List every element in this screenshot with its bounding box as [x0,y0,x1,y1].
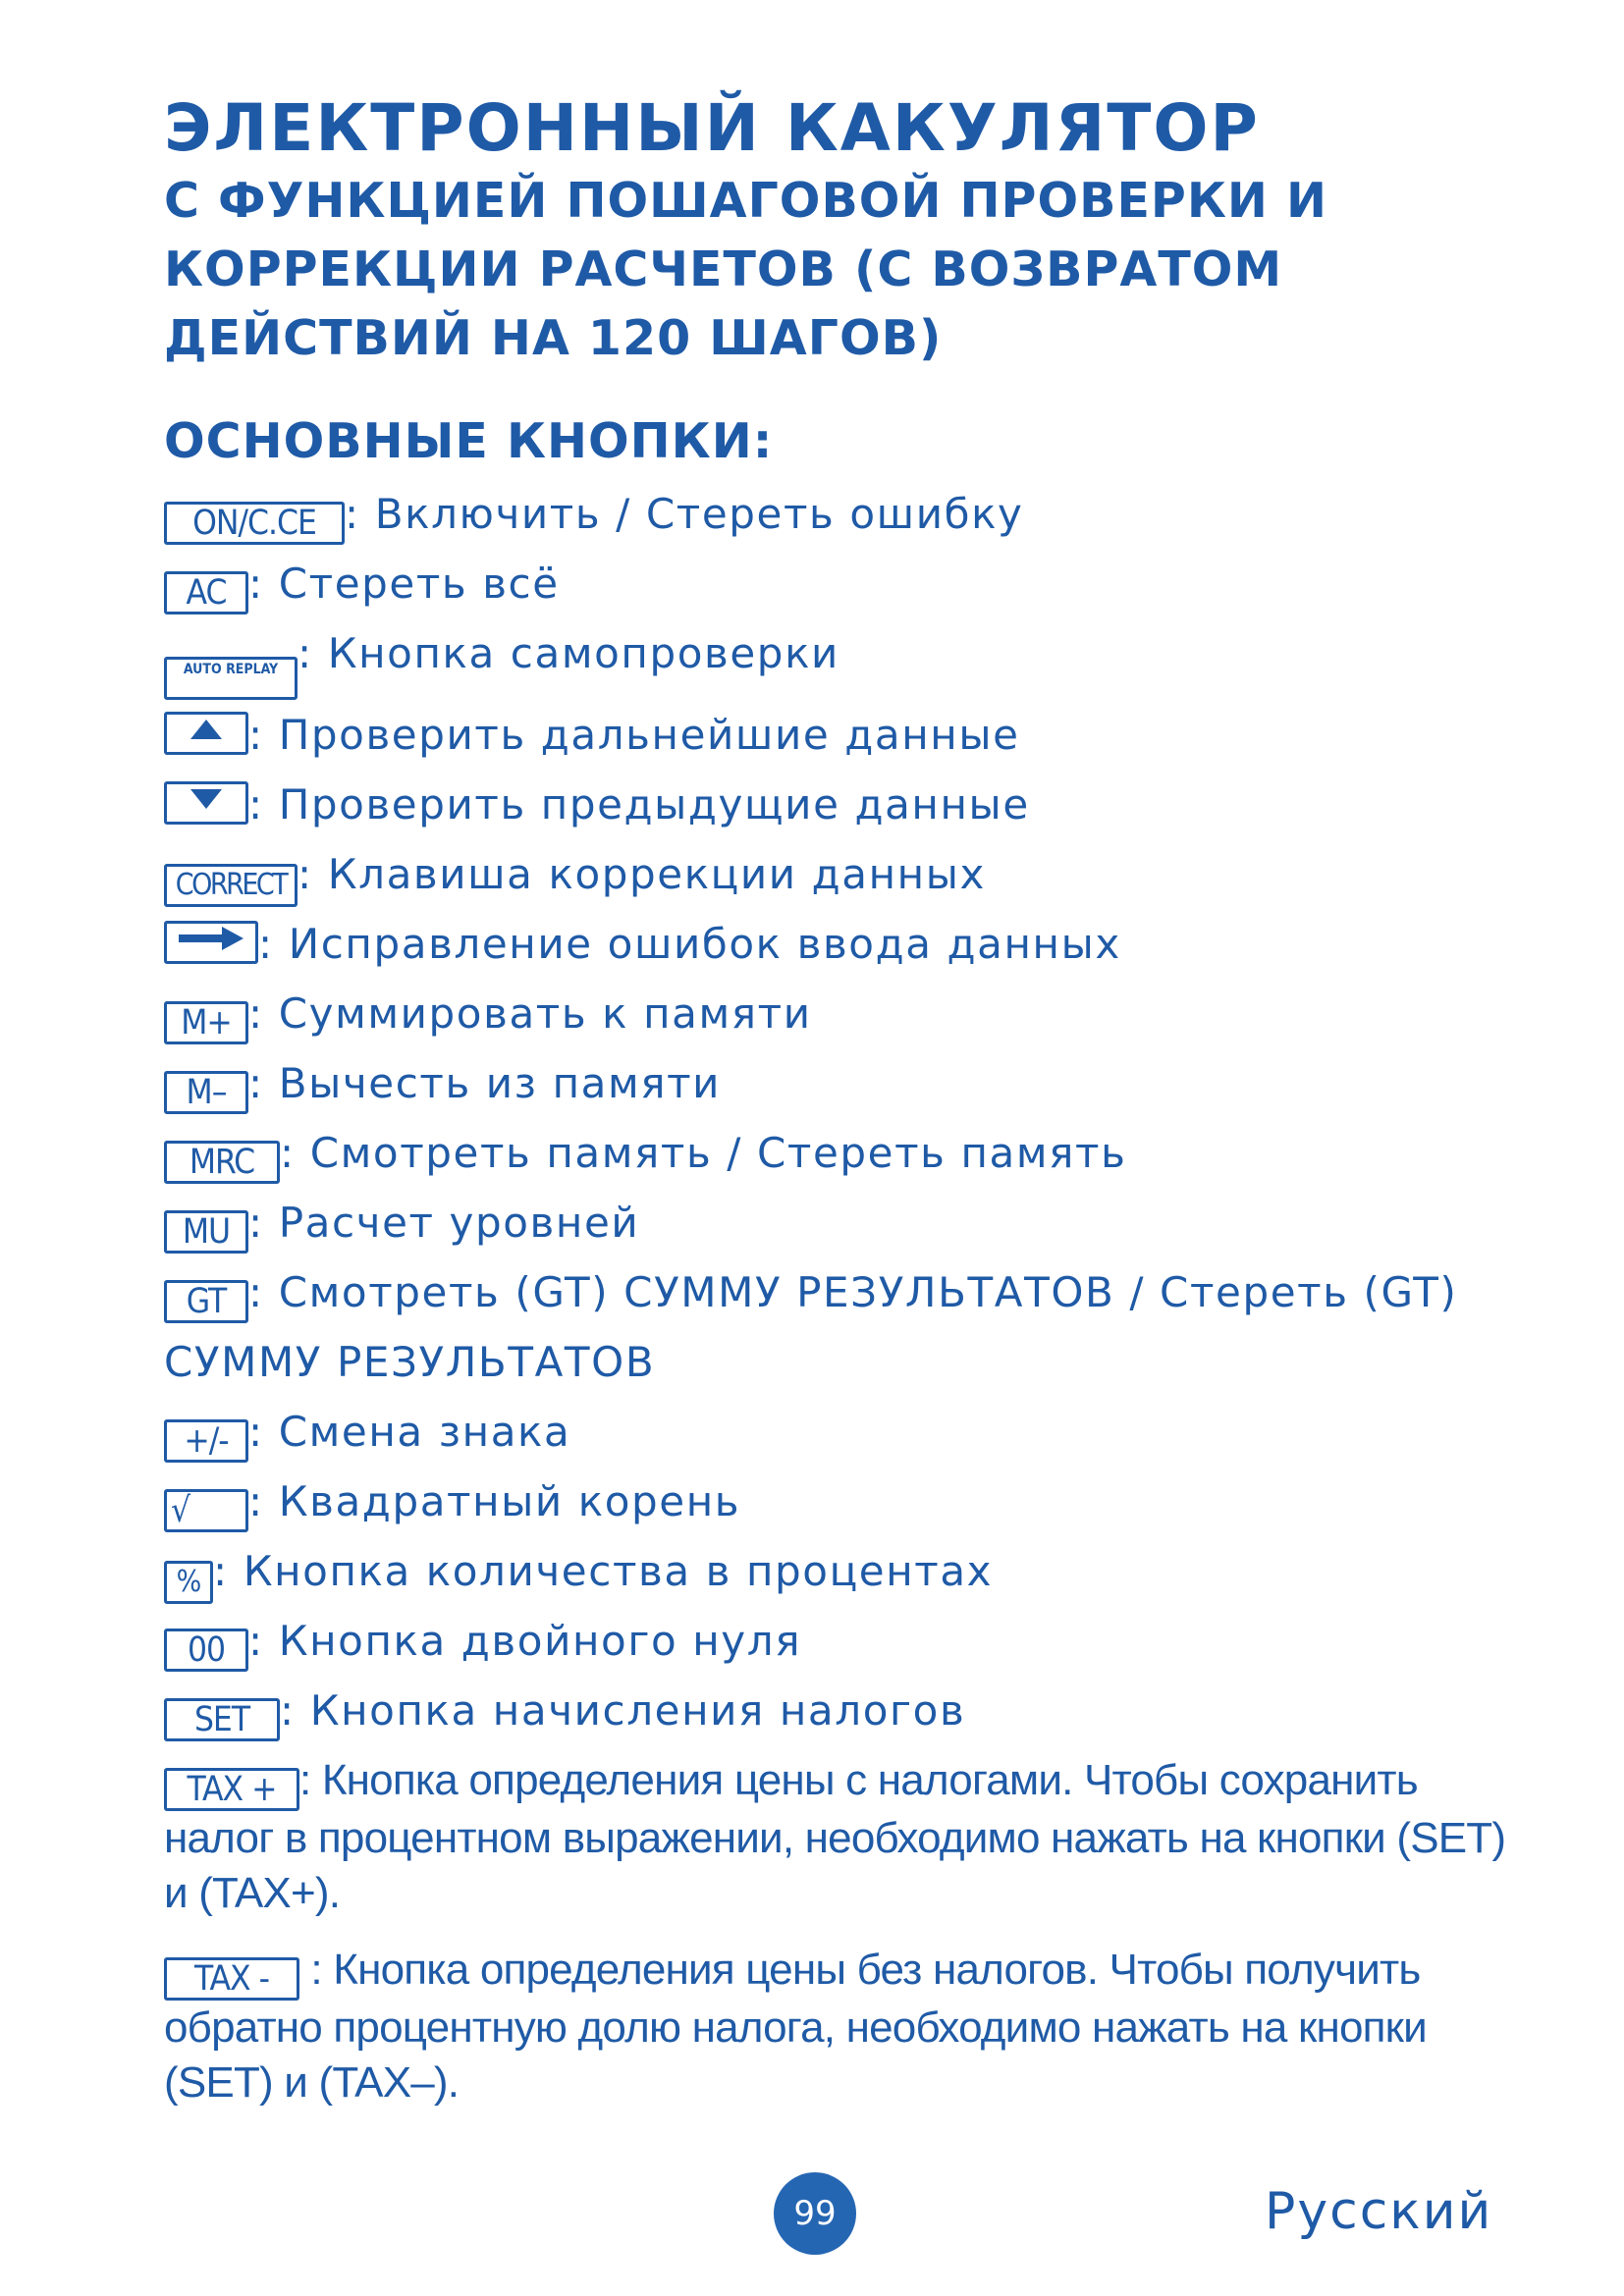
key-description: : Кнопка самопроверки [298,629,839,677]
on-cce-key-icon: ON/C.CE [164,502,345,545]
mrc-key-icon: MRC [164,1141,280,1184]
key-description: : Проверить дальнейшие данные [248,711,1020,759]
key-item-tax-minus [164,1943,1519,2110]
key-item-down [164,770,1519,839]
m-minus-key-icon: M– [164,1071,248,1114]
percent-key-icon: % [164,1561,213,1604]
key-description: : Смотреть (GT) СУММУ РЕЗУЛЬТАТОВ / Стереть (GT) СУММУ РЕЗУЛЬТАТОВ [164,1268,1458,1386]
key-description: : Смена знака [248,1408,571,1456]
auto-replay-key-icon: AUTO REPLAY [164,657,298,700]
key-item-sign [164,1397,1519,1467]
key-item-up [164,700,1519,770]
key-description: : Квадратный корень [248,1477,741,1525]
down-triangle-icon [164,781,248,825]
key-item-auto-replay [164,618,1519,700]
key-description: : Кнопка двойного нуля [248,1617,802,1665]
page-title: ЭЛЕКТРОННЫЙ КАКУЛЯТОР [164,90,1260,166]
key-description: : Клавиша коррекции данных [298,850,986,898]
mu-key-icon: MU [164,1210,248,1254]
gt-key-icon: GT [164,1280,248,1323]
key-description: : Кнопка количества в процентах [213,1547,994,1595]
section-heading: ОСНОВНЫЕ КНОПКИ: [164,413,774,469]
subtitle-line: КОРРЕКЦИИ РАСЧЕТОВ (С ВОЗВРАТОМ [164,241,1283,297]
key-item-mu [164,1188,1519,1257]
key-description: : Кнопка определения цены без налогов. Чтобы получить обратно процентную долю налога, необходимо нажать на кнопки (SET) и (TAX–). [164,1946,1427,2107]
key-description: : Исправление ошибок ввода данных [258,920,1121,968]
page-number-badge: 99 [774,2172,856,2255]
manual-page [164,90,1519,2110]
key-description: : Стереть всё [248,560,560,608]
square-root-key-icon: √ [164,1489,248,1532]
key-item-double-zero [164,1606,1519,1676]
key-description: : Расчет уровней [248,1199,640,1247]
key-description: : Вычесть из памяти [248,1059,722,1107]
key-description: : Проверить предыдущие данные [248,780,1030,828]
key-list [164,479,1519,2110]
m-plus-key-icon: M+ [164,1001,248,1044]
key-item-correct [164,839,1519,909]
key-item-gt [164,1257,1519,1397]
set-key-icon: SET [164,1698,280,1741]
key-item-percent [164,1536,1519,1606]
page-subtitle [164,167,1519,373]
correct-key-icon: CORRECT [164,864,298,907]
key-description: : Включить / Стереть ошибку [345,490,1024,538]
ac-key-icon: AC [164,571,248,614]
key-description: : Кнопка определения цены с налогами. Чтобы сохранить налог в процентном выражении, необходимо нажать на кнопки (SET) и (TAX+). [164,1756,1506,1917]
key-item-arrow [164,909,1519,979]
language-label: Русский [1265,2182,1493,2241]
key-item-mrc [164,1118,1519,1188]
key-item-m-minus [164,1048,1519,1118]
key-item-sqrt [164,1467,1519,1536]
double-zero-key-icon: 00 [164,1629,248,1672]
key-item-on-cce [164,479,1519,549]
key-description: : Суммировать к памяти [248,989,812,1038]
key-item-ac [164,549,1519,618]
key-item-tax-plus [164,1753,1519,1921]
up-triangle-icon [164,712,248,755]
key-item-m-plus [164,979,1519,1048]
plus-minus-key-icon: +/- [164,1419,248,1463]
tax-plus-key-icon: TAX + [164,1768,299,1811]
subtitle-line: С ФУНКЦИЕЙ ПОШАГОВОЙ ПРОВЕРКИ И [164,173,1327,229]
tax-minus-key-icon: TAX - [164,1957,299,2001]
right-arrow-icon [164,921,258,964]
key-description: : Кнопка начисления налогов [280,1686,966,1735]
key-description: : Смотреть память / Стереть память [280,1129,1127,1177]
subtitle-line: ДЕЙСТВИЙ НА 120 ШАГОВ) [164,310,943,366]
key-item-set [164,1676,1519,1745]
